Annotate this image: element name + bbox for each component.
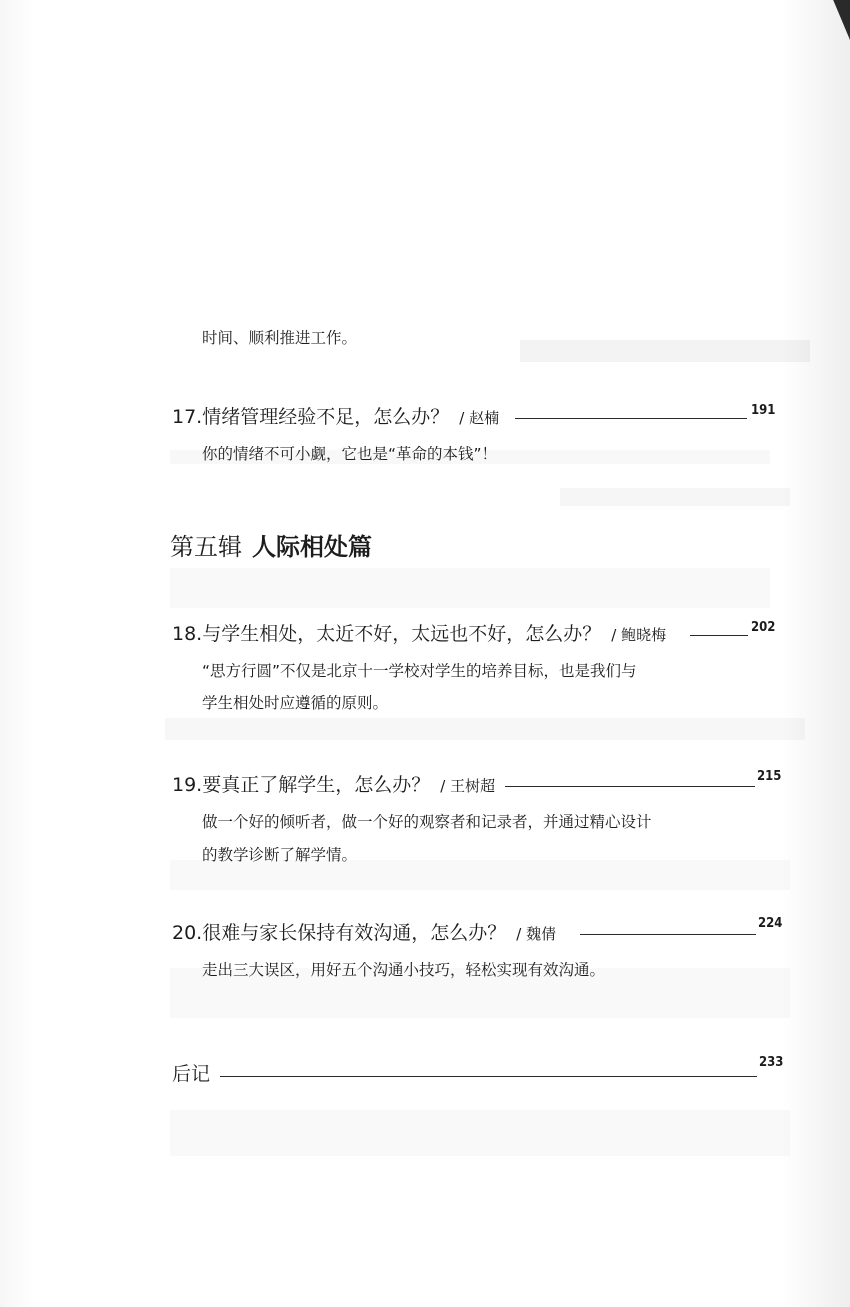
entry-number: 20. xyxy=(172,922,203,944)
dot-leader xyxy=(220,1076,757,1077)
section-name: 人际相处篇 xyxy=(252,533,372,561)
page-corner-shadow xyxy=(826,0,850,40)
section-heading xyxy=(170,527,372,562)
entry-title: 很难与家长保持有效沟通，怎么办？ xyxy=(202,922,507,944)
entry-description: 你的情绪不可小觑，它也是“革命的本钱”！ xyxy=(202,445,498,463)
entry-number: 19. xyxy=(172,774,203,796)
bleed-through-block xyxy=(560,488,790,506)
section-prefix: 第五辑 xyxy=(170,533,242,561)
entry-author: / 赵楠 xyxy=(459,409,500,427)
dot-leader xyxy=(580,934,756,935)
dot-leader xyxy=(690,635,748,636)
toc-entry-18[interactable] xyxy=(172,619,666,646)
bleed-through-block xyxy=(165,718,805,740)
entry-author: / 王树超 xyxy=(440,777,496,795)
entry-number: 18. xyxy=(172,623,203,645)
bleed-through-block xyxy=(520,340,810,362)
bleed-through-block xyxy=(170,568,770,608)
page-number: 202 xyxy=(751,620,776,635)
toc-entry-19[interactable] xyxy=(172,770,495,797)
entry-number: 17. xyxy=(172,406,203,428)
entry-description: “思方行圆”不仅是北京十一学校对学生的培养目标，也是我们与 xyxy=(202,662,637,680)
entry-title: 要真正了解学生，怎么办？ xyxy=(202,774,431,796)
toc-entry-afterword[interactable] xyxy=(172,1059,210,1086)
entry-title: 后记 xyxy=(172,1063,211,1085)
entry-description: 学生相处时应遵循的原则。 xyxy=(202,694,389,712)
page-number: 233 xyxy=(759,1055,784,1070)
entry-author: / 魏倩 xyxy=(516,925,557,943)
page-number: 191 xyxy=(751,403,776,418)
dot-leader xyxy=(505,786,755,787)
entry-description: 的教学诊断了解学情。 xyxy=(202,846,358,864)
entry-author: / 鲍晓梅 xyxy=(611,626,667,644)
toc-entry-20[interactable] xyxy=(172,918,556,945)
entry-description: 做一个好的倾听者，做一个好的观察者和记录者，并通过精心设计 xyxy=(202,813,652,831)
entry-title: 与学生相处，太近不好，太远也不好，怎么办？ xyxy=(202,623,602,645)
page-number: 224 xyxy=(758,916,783,931)
entry-description: 时间、顺利推进工作。 xyxy=(202,329,358,347)
dot-leader xyxy=(515,418,747,419)
bleed-through-block xyxy=(170,1110,790,1156)
page-number: 215 xyxy=(757,769,782,784)
entry-title: 情绪管理经验不足，怎么办？ xyxy=(202,406,450,428)
entry-description: 走出三大误区，用好五个沟通小技巧，轻松实现有效沟通。 xyxy=(202,961,606,979)
toc-entry-17[interactable] xyxy=(172,402,499,429)
